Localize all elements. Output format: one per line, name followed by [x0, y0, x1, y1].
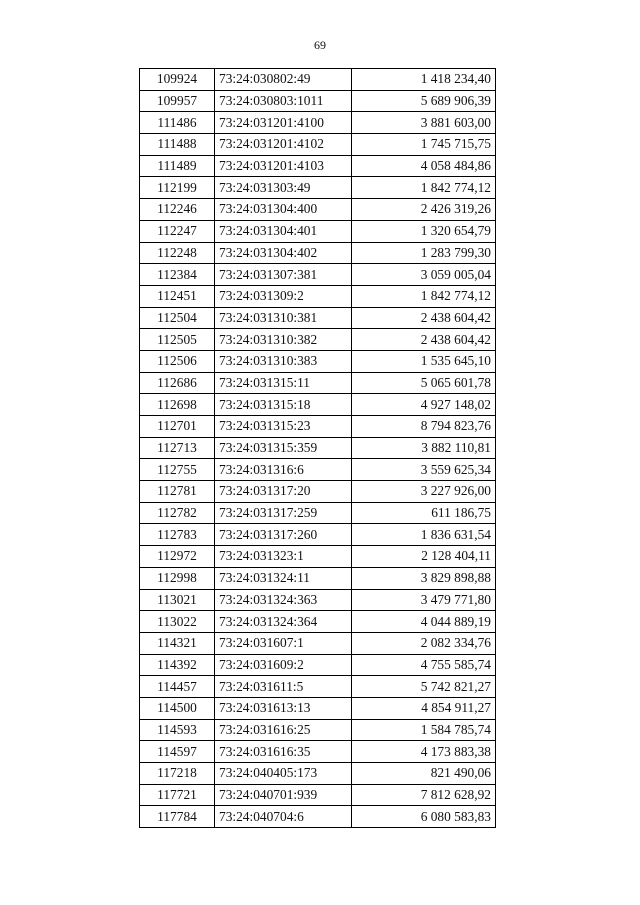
table-row [140, 155, 496, 177]
table-row [140, 632, 496, 654]
cadastral-number-cell: 73:24:031310:383 [215, 350, 352, 372]
table-row [140, 350, 496, 372]
row-id-cell: 113021 [140, 589, 215, 611]
value-cell: 8 794 823,76 [352, 416, 496, 438]
table-body [140, 69, 496, 828]
cadastral-number-cell: 73:24:040704:6 [215, 806, 352, 828]
row-id-cell: 112783 [140, 524, 215, 546]
value-cell: 1 836 631,54 [352, 524, 496, 546]
row-id-cell: 111489 [140, 155, 215, 177]
row-id-cell: 112972 [140, 546, 215, 568]
cadastral-number-cell: 73:24:031315:359 [215, 437, 352, 459]
row-id-cell: 112782 [140, 502, 215, 524]
value-cell: 1 745 715,75 [352, 134, 496, 156]
table-row [140, 285, 496, 307]
row-id-cell: 112506 [140, 350, 215, 372]
page-number: 69 [314, 38, 326, 52]
table-row [140, 329, 496, 351]
table-row [140, 719, 496, 741]
cadastral-number-cell: 73:24:031309:2 [215, 285, 352, 307]
cadastral-number-cell: 73:24:031310:381 [215, 307, 352, 329]
table-row [140, 741, 496, 763]
row-id-cell: 111488 [140, 134, 215, 156]
value-cell: 1 584 785,74 [352, 719, 496, 741]
row-id-cell: 112505 [140, 329, 215, 351]
cadastral-number-cell: 73:24:031324:364 [215, 611, 352, 633]
row-id-cell: 112701 [140, 416, 215, 438]
value-cell: 5 689 906,39 [352, 90, 496, 112]
value-cell: 7 812 628,92 [352, 784, 496, 806]
cadastral-number-cell: 73:24:031201:4103 [215, 155, 352, 177]
table-row [140, 611, 496, 633]
row-id-cell: 112755 [140, 459, 215, 481]
value-cell: 3 882 110,81 [352, 437, 496, 459]
row-id-cell: 114597 [140, 741, 215, 763]
cadastral-number-cell: 73:24:031304:402 [215, 242, 352, 264]
row-id-cell: 114500 [140, 697, 215, 719]
row-id-cell: 117721 [140, 784, 215, 806]
value-cell: 3 479 771,80 [352, 589, 496, 611]
row-id-cell: 112384 [140, 264, 215, 286]
row-id-cell: 112246 [140, 199, 215, 221]
table-row [140, 372, 496, 394]
value-cell: 4 173 883,38 [352, 741, 496, 763]
row-id-cell: 117218 [140, 763, 215, 785]
value-cell: 4 854 911,27 [352, 697, 496, 719]
table-row [140, 567, 496, 589]
cadastral-number-cell: 73:24:031201:4100 [215, 112, 352, 134]
cadastral-number-cell: 73:24:031315:18 [215, 394, 352, 416]
value-cell: 4 755 585,74 [352, 654, 496, 676]
row-id-cell: 109924 [140, 69, 215, 91]
value-cell: 2 438 604,42 [352, 329, 496, 351]
cadastral-number-cell: 73:24:031324:11 [215, 567, 352, 589]
value-cell: 1 535 645,10 [352, 350, 496, 372]
cadastral-number-cell: 73:24:031307:381 [215, 264, 352, 286]
value-cell: 4 044 889,19 [352, 611, 496, 633]
table-row [140, 763, 496, 785]
cadastral-number-cell: 73:24:031317:259 [215, 502, 352, 524]
cadastral-number-cell: 73:24:040701:939 [215, 784, 352, 806]
cadastral-number-cell: 73:24:031317:20 [215, 481, 352, 503]
value-cell: 2 438 604,42 [352, 307, 496, 329]
table-row [140, 416, 496, 438]
table-row [140, 806, 496, 828]
table-row [140, 242, 496, 264]
value-cell: 3 881 603,00 [352, 112, 496, 134]
value-cell: 2 426 319,26 [352, 199, 496, 221]
value-cell: 2 082 334,76 [352, 632, 496, 654]
value-cell: 821 490,06 [352, 763, 496, 785]
table-row [140, 654, 496, 676]
table-row [140, 502, 496, 524]
row-id-cell: 114593 [140, 719, 215, 741]
table-row [140, 307, 496, 329]
value-cell: 3 059 005,04 [352, 264, 496, 286]
row-id-cell: 112504 [140, 307, 215, 329]
row-id-cell: 112451 [140, 285, 215, 307]
table-row [140, 676, 496, 698]
table-row [140, 394, 496, 416]
cadastral-number-cell: 73:24:031616:25 [215, 719, 352, 741]
value-cell: 1 418 234,40 [352, 69, 496, 91]
value-cell: 611 186,75 [352, 502, 496, 524]
value-cell: 4 058 484,86 [352, 155, 496, 177]
table-row [140, 589, 496, 611]
row-id-cell: 113022 [140, 611, 215, 633]
table-row [140, 459, 496, 481]
cadastral-number-cell: 73:24:040405:173 [215, 763, 352, 785]
cadastral-value-table [139, 68, 496, 828]
table-row [140, 69, 496, 91]
cadastral-number-cell: 73:24:031304:400 [215, 199, 352, 221]
cadastral-number-cell: 73:24:031613:13 [215, 697, 352, 719]
row-id-cell: 112248 [140, 242, 215, 264]
value-cell: 2 128 404,11 [352, 546, 496, 568]
row-id-cell: 111486 [140, 112, 215, 134]
cadastral-number-cell: 73:24:031609:2 [215, 654, 352, 676]
cadastral-number-cell: 73:24:030802:49 [215, 69, 352, 91]
table-row [140, 437, 496, 459]
value-cell: 6 080 583,83 [352, 806, 496, 828]
table-row [140, 524, 496, 546]
value-cell: 4 927 148,02 [352, 394, 496, 416]
table-row [140, 112, 496, 134]
value-cell: 3 559 625,34 [352, 459, 496, 481]
row-id-cell: 112998 [140, 567, 215, 589]
cadastral-number-cell: 73:24:030803:1011 [215, 90, 352, 112]
value-cell: 3 829 898,88 [352, 567, 496, 589]
cadastral-number-cell: 73:24:031303:49 [215, 177, 352, 199]
row-id-cell: 117784 [140, 806, 215, 828]
cadastral-number-cell: 73:24:031304:401 [215, 220, 352, 242]
table-row [140, 199, 496, 221]
table-row [140, 220, 496, 242]
cadastral-number-cell: 73:24:031324:363 [215, 589, 352, 611]
table-row [140, 134, 496, 156]
value-cell: 5 742 821,27 [352, 676, 496, 698]
table-row [140, 546, 496, 568]
row-id-cell: 114321 [140, 632, 215, 654]
row-id-cell: 112698 [140, 394, 215, 416]
table-row [140, 90, 496, 112]
cadastral-number-cell: 73:24:031611:5 [215, 676, 352, 698]
row-id-cell: 112247 [140, 220, 215, 242]
value-cell: 1 842 774,12 [352, 285, 496, 307]
cadastral-number-cell: 73:24:031607:1 [215, 632, 352, 654]
table-row [140, 697, 496, 719]
value-cell: 1 320 654,79 [352, 220, 496, 242]
row-id-cell: 112199 [140, 177, 215, 199]
cadastral-number-cell: 73:24:031323:1 [215, 546, 352, 568]
cadastral-number-cell: 73:24:031310:382 [215, 329, 352, 351]
cadastral-number-cell: 73:24:031317:260 [215, 524, 352, 546]
value-cell: 1 283 799,30 [352, 242, 496, 264]
row-id-cell: 114392 [140, 654, 215, 676]
value-cell: 1 842 774,12 [352, 177, 496, 199]
row-id-cell: 109957 [140, 90, 215, 112]
table-row [140, 784, 496, 806]
row-id-cell: 112713 [140, 437, 215, 459]
cadastral-number-cell: 73:24:031315:23 [215, 416, 352, 438]
cadastral-number-cell: 73:24:031616:35 [215, 741, 352, 763]
cadastral-number-cell: 73:24:031315:11 [215, 372, 352, 394]
row-id-cell: 112781 [140, 481, 215, 503]
row-id-cell: 114457 [140, 676, 215, 698]
value-cell: 5 065 601,78 [352, 372, 496, 394]
row-id-cell: 112686 [140, 372, 215, 394]
table-row [140, 177, 496, 199]
cadastral-number-cell: 73:24:031316:6 [215, 459, 352, 481]
table-row [140, 264, 496, 286]
value-cell: 3 227 926,00 [352, 481, 496, 503]
table-row [140, 481, 496, 503]
cadastral-number-cell: 73:24:031201:4102 [215, 134, 352, 156]
